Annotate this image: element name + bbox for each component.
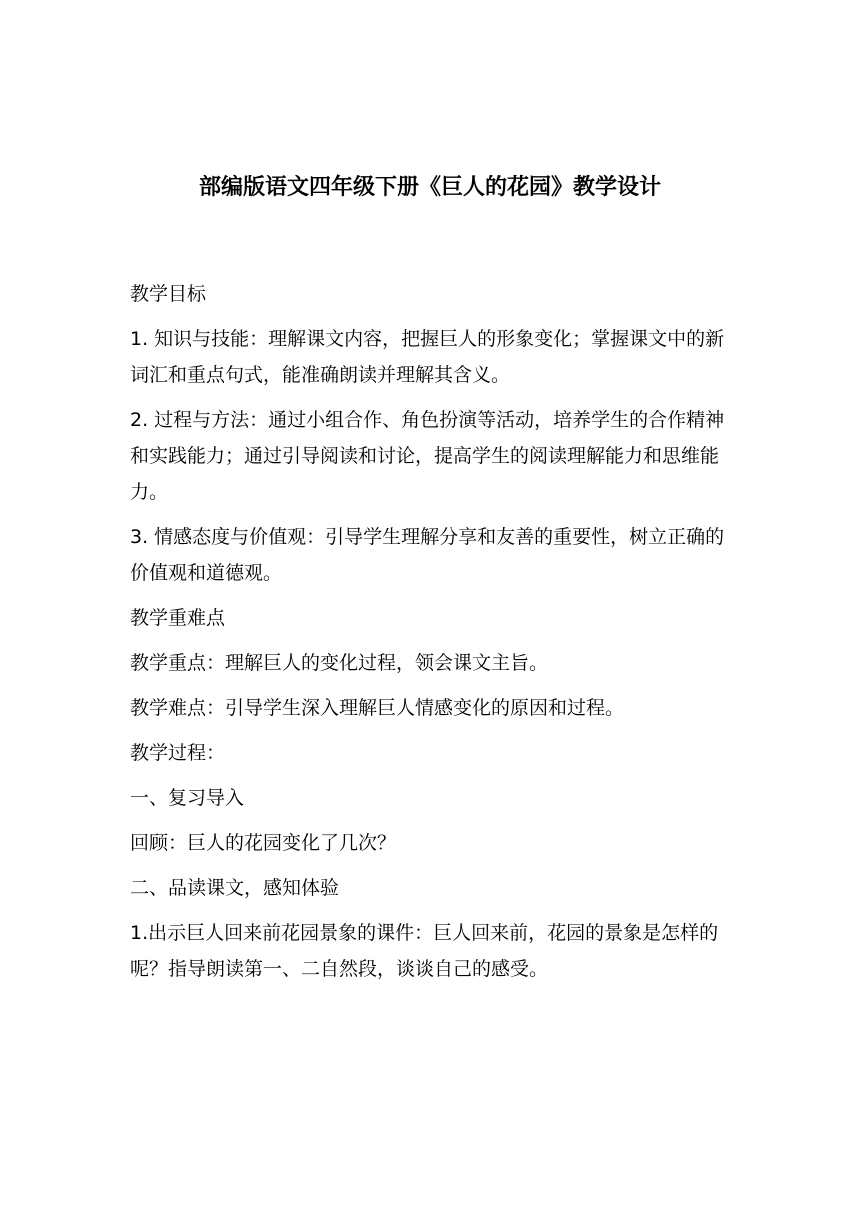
- subheading-review: 一、复习导入: [130, 787, 245, 809]
- section-heading-process: 教学过程：: [130, 742, 226, 764]
- paragraph-objective-2: 2. 过程与方法：通过小组合作、角色扮演等活动，培养学生的合作精神和实践能力；通过引导阅读和讨论，提高学生的阅读理解能力和思维能力。: [130, 409, 725, 503]
- paragraph-key-point: 教学重点：理解巨人的变化过程，领会课文主旨。: [130, 652, 549, 674]
- paragraph-reading-1: 1.出示巨人回来前花园景象的课件：巨人回来前，花园的景象是怎样的呢？指导朗读第一、二自然段，谈谈自己的感受。: [130, 922, 719, 980]
- paragraph-review: 回顾：巨人的花园变化了几次？: [130, 832, 397, 854]
- section-heading-key-points: 教学重难点: [130, 607, 226, 629]
- paragraph-objective-3: 3. 情感态度与价值观：引导学生理解分享和友善的重要性，树立正确的价值观和道德观。: [130, 526, 725, 584]
- paragraph-difficult-point: 教学难点：引导学生深入理解巨人情感变化的原因和过程。: [130, 697, 625, 719]
- document-body: [130, 276, 734, 996]
- document-title: 部编版语文四年级下册《巨人的花园》教学设计: [198, 175, 661, 200]
- section-heading-objectives: 教学目标: [130, 283, 207, 305]
- subheading-reading: 二、品读课文，感知体验: [130, 877, 340, 899]
- paragraph-objective-1: 1. 知识与技能：理解课文内容，把握巨人的形象变化；掌握课文中的新词汇和重点句式，能准确朗读并理解其含义。: [130, 328, 725, 386]
